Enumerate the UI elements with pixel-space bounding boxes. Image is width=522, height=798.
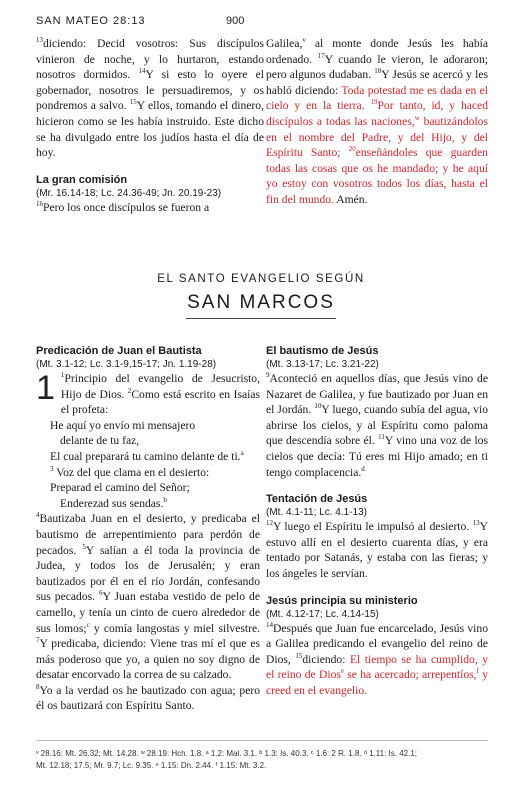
words-of-jesus: enseñándoles que guarden todas las cosas que os he mandado; y he aquí yo estoy con vosotros todos los días, hasta el fin del mundo. bbox=[266, 146, 488, 206]
verse-number: 7 bbox=[36, 636, 40, 645]
section-heading: Predicación de Juan el Bautista bbox=[36, 345, 202, 357]
footnote-line: ᵛ 28.16: Mt. 26.32; Mt. 14.28. ʷ 28.19: Hch. 1.8. ᵃ 1.2: Mal. 3.1. ᵇ 1.3: Is. 40.3. ᶜ 1.6: 2 R. 1.8. ᵈ 1.11: Is. 42.1; bbox=[36, 749, 417, 758]
footnote-marker[interactable]: w bbox=[414, 114, 420, 123]
running-header: SAN MATEO 28:13 bbox=[36, 15, 146, 27]
verse-text: Galilea, bbox=[266, 37, 303, 50]
verse-paragraph bbox=[36, 36, 264, 161]
verse-number: 19 bbox=[370, 98, 378, 107]
poetry-line bbox=[36, 465, 260, 481]
poetry-line bbox=[36, 449, 260, 465]
marcos-column-right bbox=[266, 344, 488, 699]
verse-number: 8 bbox=[36, 683, 40, 692]
section-heading: Jesús principia su ministerio bbox=[266, 594, 418, 607]
footnote-marker[interactable]: e bbox=[340, 667, 344, 676]
verse-number: 10 bbox=[314, 402, 322, 411]
verse-text: Y ellos, tomando el dinero, hicieron como se les había instruido. Este dicho se ha divulgado entre los judíos hasta el día de hoy. bbox=[36, 99, 264, 160]
verse-text: Y Jesús se acercó y les habló diciendo: bbox=[266, 68, 489, 97]
verse-paragraph bbox=[266, 621, 488, 699]
poetry-line: Preparad el camino del Señor; bbox=[50, 481, 190, 495]
section-references: (Mt. 3.1-12; Lc. 3.1-9,15-17; Jn. 1.19-28) bbox=[36, 359, 217, 370]
verse-number: 14 bbox=[266, 620, 273, 629]
section-heading: Tentación de Jesús bbox=[266, 493, 368, 506]
verse-text: diciendo: bbox=[302, 652, 350, 666]
verse-number: 4 bbox=[36, 511, 40, 520]
poetry-line bbox=[36, 496, 260, 512]
words-of-jesus: y creed en el evangelio. bbox=[266, 668, 488, 697]
verse-paragraph bbox=[36, 683, 260, 714]
footnote-divider bbox=[36, 740, 488, 741]
verse-paragraph bbox=[36, 200, 264, 216]
verse-paragraph bbox=[36, 511, 260, 683]
verse-number: 13 bbox=[36, 36, 43, 45]
title-underline bbox=[186, 318, 336, 319]
verse-number: 9 bbox=[266, 371, 270, 380]
verse-number: 15 bbox=[129, 98, 137, 107]
verse-text: Enderezad sus sendas. bbox=[60, 496, 164, 510]
book-title-subtitle: EL SANTO EVANGELIO SEGÚN bbox=[157, 273, 365, 285]
verse-number: 13 bbox=[472, 519, 480, 528]
verse-number: 3 bbox=[50, 464, 54, 473]
footnote-marker[interactable]: b bbox=[163, 495, 167, 504]
verse-paragraph bbox=[266, 519, 488, 581]
verse-text: Principio del evangelio de Jesucristo, Hijo de Dios. bbox=[60, 372, 260, 401]
section-references: (Mt. 3.13-17; Lc. 3.21-22) bbox=[266, 359, 379, 370]
verse-number: 17 bbox=[317, 51, 325, 60]
marcos-column-left bbox=[36, 344, 260, 714]
verse-number: 16 bbox=[36, 199, 43, 208]
book-title: SAN MARCOS bbox=[187, 292, 335, 313]
footnote-marker[interactable]: a bbox=[240, 449, 244, 458]
footnote-line: Mt. 12.18; 17.5; Mr. 9.7; Lc. 9.35. ᵉ 1.15: Dn. 2.44. ᶠ 1.15: Mt. 3.2. bbox=[36, 761, 267, 770]
footnote-marker[interactable]: v bbox=[302, 36, 306, 45]
verse-paragraph bbox=[266, 371, 488, 480]
verse-text: Y luego, cuando subía del agua, vio abrirse los cielos, y al Espíritu como paloma que descendía sobre él. bbox=[266, 403, 488, 448]
verse-text: Como está escrito en Isaías el profeta: bbox=[60, 387, 260, 417]
verse-paragraph bbox=[36, 371, 260, 418]
verse-text: Y predicaba, diciendo: Viene tras mí el que es más poderoso que yo, a quien no soy digno de desatar encorvado la correa de su calzado. bbox=[36, 637, 260, 682]
verse-text: Y estuvo allí en el desierto cuarenta días, y era tentado por Satanás, y estaba con las fieras; y los ángeles le servían. bbox=[266, 520, 489, 580]
section-references: (Mt. 4.1-11; Lc. 4.1-13) bbox=[266, 507, 367, 519]
footnotes bbox=[36, 748, 496, 772]
verse-number: 20 bbox=[348, 145, 356, 154]
words-of-jesus: Toda potestad me es dada en el cielo y en la tierra. bbox=[266, 83, 488, 113]
verse-text: Bautizaba Juan en el desierto, y predicaba el bautismo de arrepentimiento para perdón de pecados. bbox=[36, 512, 260, 557]
verse-number: 14 bbox=[138, 67, 146, 76]
section-references: (Mt. 4.12-17; Lc. 4.14-15) bbox=[266, 608, 379, 620]
verse-text: Y cuando le vieron, le adoraron; pero algunos dudaban. bbox=[266, 52, 488, 82]
verse-number: 6 bbox=[99, 589, 103, 598]
verse-number: 15 bbox=[295, 651, 303, 660]
verse-number: 5 bbox=[82, 542, 86, 551]
words-of-jesus: El tiempo se ha cumplido, y el reino de Dios bbox=[266, 652, 488, 682]
mateo-column-left bbox=[36, 36, 264, 215]
section-heading: El bautismo de Jesús bbox=[266, 345, 379, 357]
verse-number: 2 bbox=[127, 386, 132, 395]
chapter-number: 1 bbox=[36, 369, 55, 407]
mateo-column-right bbox=[266, 36, 488, 208]
verse-text: al monte donde Jesús les había ordenado. bbox=[266, 37, 488, 66]
verse-text: diciendo: Decid vosotros: Sus discípulos vinieron de noche, y lo hurtaron, estando nosotros dormidos. bbox=[36, 37, 264, 82]
verse-text: Y vino una voz de los cielos que decía: Tú eres mi Hijo amado; en ti tengo complacencia. bbox=[266, 434, 488, 479]
verse-text: El cual preparará tu camino delante de ti. bbox=[50, 449, 241, 463]
poetry-line: He aquí yo envío mi mensajero bbox=[50, 418, 196, 432]
verse-text: Y salían a él toda la provincia de Judea, y todos los de Jerusalén; y eran bautizados por él en el río Jordán, confesando sus pecados. bbox=[36, 543, 260, 604]
section-references: (Mr. 16.14-18; Lc. 24.36-49; Jn. 20.19-23) bbox=[36, 187, 222, 199]
verse-text: Yo a la verdad os he bautizado con agua; pero él os bautizará con Espíritu Santo. bbox=[36, 683, 260, 713]
verse-text: Y si esto lo oyere el gobernador, nosotros le persuadiremos, y os pondremos a salvo. bbox=[36, 68, 264, 113]
verse-text: Amén. bbox=[333, 192, 368, 206]
verse-text: Voz del que clama en el desierto: bbox=[56, 465, 210, 479]
poetry-line: delante de tu faz, bbox=[60, 434, 140, 448]
footnote-marker[interactable]: c bbox=[86, 620, 90, 629]
page-number: 900 bbox=[226, 15, 245, 27]
verse-number: 18 bbox=[374, 67, 382, 76]
words-of-jesus: se ha acercado; arrepentíos, bbox=[344, 668, 477, 682]
verse-number: 11 bbox=[378, 433, 385, 442]
verse-text: y comía langostas y miel silvestre. bbox=[89, 621, 260, 635]
verse-text: Y luego el Espíritu le impulsó al desierto. bbox=[273, 520, 470, 534]
verse-text: Pero los once discípulos se fueron a bbox=[43, 200, 210, 214]
footnote-marker[interactable]: d bbox=[361, 464, 365, 473]
section-heading: La gran comisión bbox=[36, 173, 128, 186]
footnote-marker[interactable]: f bbox=[476, 667, 479, 676]
verse-number: 12 bbox=[266, 519, 273, 528]
words-of-jesus: Por tanto, id, y haced discípulos a todas las naciones, bbox=[266, 99, 488, 128]
verse-text: Y Juan estaba vestido de pelo de camello, y tenía un cinto de cuero alrededor de sus lomos; bbox=[36, 590, 261, 635]
verse-text: Aconteció en aquellos días, que Jesús vino de Nazaret de Galilea, y fue bautizado por Juan en el Jordán. bbox=[266, 372, 488, 417]
verse-paragraph bbox=[266, 36, 488, 208]
verse-number: 1 bbox=[60, 371, 65, 380]
words-of-jesus: bautizándolos en el nombre del Padre, y del Hijo, y del Espíritu Santo; bbox=[266, 114, 488, 160]
verse-text: Después que Juan fue encarcelado, Jesús vino a Galilea predicando el evangelio del reino de Dios, bbox=[266, 621, 488, 666]
